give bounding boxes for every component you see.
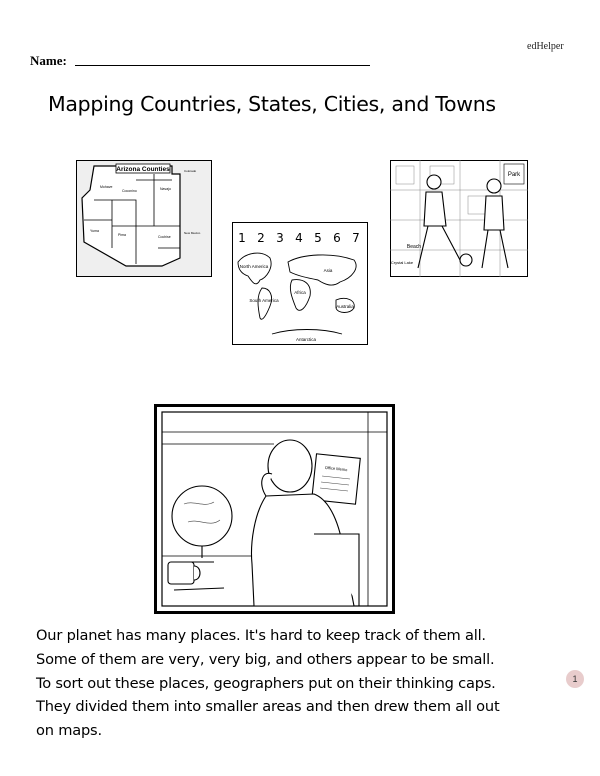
svg-text:Colorado: Colorado — [184, 169, 197, 173]
story-passage — [36, 624, 576, 743]
svg-text:South America: South America — [249, 298, 279, 303]
passage-line: To sort out these places, geographers put on their thinking caps. — [36, 674, 496, 692]
world-map-number: 5 — [314, 231, 322, 245]
passage-line: Our planet has many places. It's hard to keep track of them all. — [36, 627, 486, 644]
svg-text:Cochise: Cochise — [158, 235, 171, 239]
svg-text:North America: North America — [239, 264, 269, 269]
world-map-number: 3 — [276, 231, 284, 245]
svg-text:Australia: Australia — [336, 304, 354, 309]
name-label: Name: — [30, 53, 67, 68]
world-map-number: 1 — [238, 231, 246, 245]
passage-line: They divided them into smaller areas and then drew them all out — [36, 698, 500, 716]
name-write-line — [75, 65, 370, 66]
svg-text:Africa: Africa — [294, 290, 306, 295]
brand-label: edHelper — [527, 41, 564, 52]
svg-text:Coconino: Coconino — [122, 189, 137, 193]
world-map-number: 2 — [257, 231, 265, 245]
page-number-badge: 1 — [566, 670, 584, 688]
page-title: Mapping Countries, States, Cities, and Towns — [48, 92, 496, 116]
svg-text:Navajo: Navajo — [160, 187, 171, 191]
world-map-number: 4 — [295, 231, 303, 245]
arizona-map-illustration — [76, 160, 212, 277]
svg-text:Antarctica: Antarctica — [295, 337, 317, 342]
svg-text:New Mexico: New Mexico — [184, 231, 201, 235]
town-map-illustration — [390, 160, 528, 277]
passage-line: on maps. — [36, 722, 102, 740]
svg-text:Park: Park — [507, 172, 521, 178]
svg-text:Pima: Pima — [118, 233, 126, 237]
geographer-illustration — [154, 404, 395, 614]
svg-text:Beach: Beach — [406, 244, 422, 250]
svg-text:Asia: Asia — [323, 268, 333, 273]
svg-text:Mohave: Mohave — [100, 185, 113, 189]
svg-text:Crystal Lake: Crystal Lake — [390, 260, 414, 265]
passage-line: Some of them are very, very big, and others appear to be small. — [36, 650, 495, 668]
world-map-number: 6 — [333, 231, 341, 245]
svg-text:Yuma: Yuma — [90, 229, 99, 233]
world-map-illustration — [232, 222, 368, 345]
arizona-map-heading: Arizona Counties — [116, 166, 170, 173]
world-map-number: 7 — [352, 231, 360, 245]
memo-title: Office Memo — [324, 464, 348, 473]
